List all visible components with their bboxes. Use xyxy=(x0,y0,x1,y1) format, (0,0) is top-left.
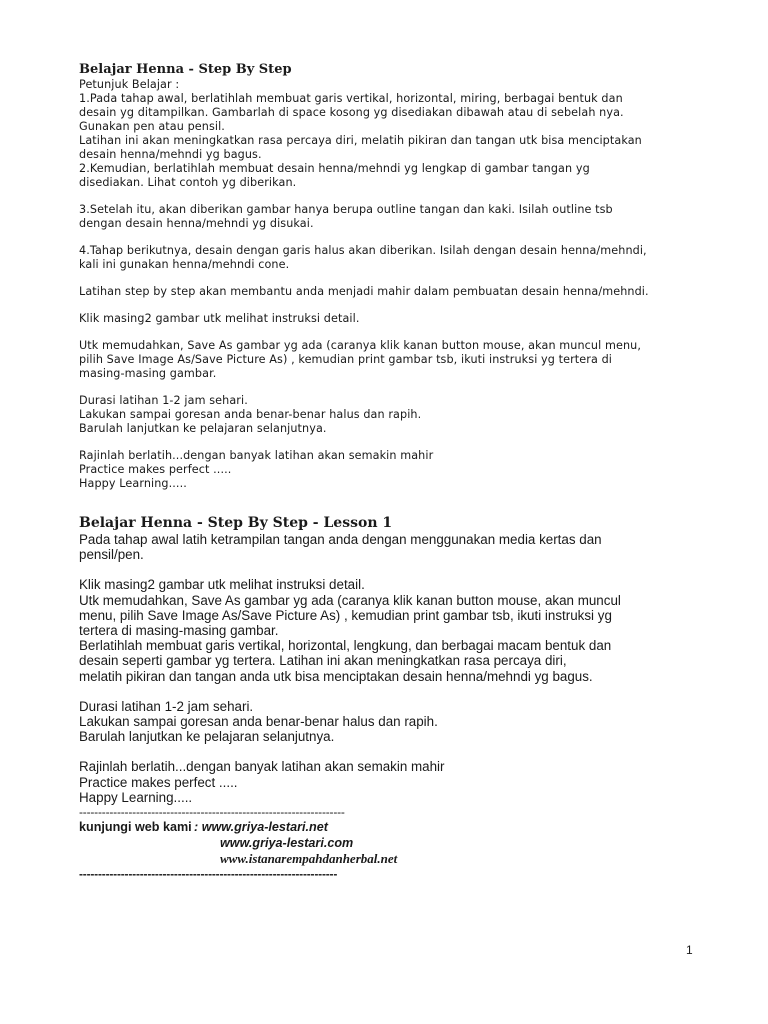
text-line: desain henna/mehndi yg bagus. xyxy=(79,148,262,161)
paragraph-gap xyxy=(79,436,709,449)
text-line: Berlatihlah membuat garis vertikal, horizontal, lengkung, dan berbagai macam bentuk dan xyxy=(79,638,612,654)
text-line: tertera di masing-masing gambar. xyxy=(79,623,279,639)
text-line: Latihan step by step akan membantu anda menjadi mahir dalam pembuatan desain henna/mehndi. xyxy=(79,285,649,298)
paragraph-gap xyxy=(79,326,709,339)
text-line: Barulah lanjutkan ke pelajaran selanjutnya. xyxy=(79,729,335,745)
text-line: Rajinlah berlatih...dengan banyak latihan akan semakin mahir xyxy=(79,449,434,462)
text-line: Utk memudahkan, Save As gambar yg ada (caranya klik kanan button mouse, akan muncul xyxy=(79,592,621,608)
section2-body xyxy=(79,532,709,744)
text-line: Klik masing2 gambar utk melihat instruksi detail. xyxy=(79,577,365,593)
text-line: desain yg ditampilkan. Gambarlah di space kosong yg disediakan dibawah atau di sebelah nya. xyxy=(79,106,624,119)
text-line: pilih Save Image As/Save Picture As) , kemudian print gambar tsb, ikuti instruksi yg tertera di xyxy=(79,353,612,366)
text-line: Durasi latihan 1-2 jam sehari. xyxy=(79,394,248,407)
section2 xyxy=(79,515,709,805)
section1-body xyxy=(79,78,709,491)
text-line: disediakan. Lihat contoh yg diberikan. xyxy=(79,176,297,189)
section2-closing xyxy=(79,744,709,805)
text-line: Lakukan sampai goresan anda benar-benar halus dan rapih. xyxy=(79,408,422,421)
divider-bottom: -------------------------------------------------------------------- xyxy=(79,867,338,882)
text-line: Pada tahap awal latih ketrampilan tangan anda dengan menggunakan media kertas dan xyxy=(79,532,602,547)
text-line: Happy Learning..... xyxy=(79,477,187,490)
website-link-3[interactable]: www.istanarempahdanherbal.net xyxy=(220,851,398,867)
paragraph-gap xyxy=(79,190,709,203)
text-line: 4.Tahap berikutnya, desain dengan garis halus akan diberikan. Isilah dengan desain henna/mehndi, xyxy=(79,244,647,257)
visit-label: kunjungi web kami xyxy=(79,820,192,835)
text-line: Lakukan sampai goresan anda benar-benar halus dan rapih. xyxy=(79,714,438,730)
website-link-2[interactable]: www.griya-lestari.com xyxy=(220,836,354,851)
text-line: Barulah lanjutkan ke pelajaran selanjutnya. xyxy=(79,422,327,435)
website-link-1[interactable]: : www.griya-lestari.net xyxy=(194,820,328,835)
website-links xyxy=(79,819,709,867)
text-line: Durasi latihan 1-2 jam sehari. xyxy=(79,698,254,714)
paragraph-gap xyxy=(79,231,709,244)
section2-title: Belajar Henna - Step By Step - Lesson 1 xyxy=(79,515,393,531)
text-line: Utk memudahkan, Save As gambar yg ada (caranya klik kanan button mouse, akan muncul menu, xyxy=(79,339,642,352)
text-line: Latihan ini akan meningkatkan rasa percaya diri, melatih pikiran dan tangan utk bisa menciptakan xyxy=(79,134,642,147)
text-line: Happy Learning..... xyxy=(79,789,193,805)
text-line: melatih pikiran dan tangan anda utk bisa menciptakan desain henna/mehndi yg bagus. xyxy=(79,668,593,684)
page-number: 1 xyxy=(686,943,693,957)
text-line: desain seperti gambar yg tertera. Latihan ini akan meningkatkan rasa percaya diri, xyxy=(79,653,567,669)
text-line: pensil/pen. xyxy=(79,547,144,563)
text-line: 1.Pada tahap awal, berlatihlah membuat garis vertikal, horizontal, miring, berbagai bentuk dan xyxy=(79,92,623,105)
text-line: 2.Kemudian, berlatihlah membuat desain henna/mehndi yg lengkap di gambar tangan yg xyxy=(79,162,590,175)
paragraph-gap xyxy=(79,299,709,312)
text-line: menu, pilih Save Image As/Save Picture As) , kemudian print gambar tsb, ikuti instruksi yg xyxy=(79,607,612,623)
paragraph-gap xyxy=(79,272,709,285)
text-line: Practice makes perfect ..... xyxy=(79,463,232,476)
text-line: 3.Setelah itu, akan diberikan gambar hanya berupa outline tangan dan kaki. Isilah outline tsb xyxy=(79,203,613,216)
section1-title: Belajar Henna - Step By Step xyxy=(79,62,292,77)
text-line: Practice makes perfect ..... xyxy=(79,774,238,790)
divider-top: ---------------------------------------------------------------------- xyxy=(79,805,345,820)
paragraph-gap xyxy=(79,744,709,759)
paragraph-gap xyxy=(79,684,709,699)
document-page xyxy=(79,62,709,881)
text-line: Klik masing2 gambar utk melihat instruksi detail. xyxy=(79,312,360,325)
paragraph-gap xyxy=(79,381,709,394)
text-line: Rajinlah berlatih...dengan banyak latihan akan semakin mahir xyxy=(79,759,445,775)
paragraph-gap xyxy=(79,562,709,577)
text-line: kali ini gunakan henna/mehndi cone. xyxy=(79,258,290,271)
text-line: Gunakan pen atau pensil. xyxy=(79,120,225,133)
text-line: Petunjuk Belajar : xyxy=(79,78,180,91)
text-line: dengan desain henna/mehndi yg disukai. xyxy=(79,217,314,230)
text-line: masing-masing gambar. xyxy=(79,367,217,380)
